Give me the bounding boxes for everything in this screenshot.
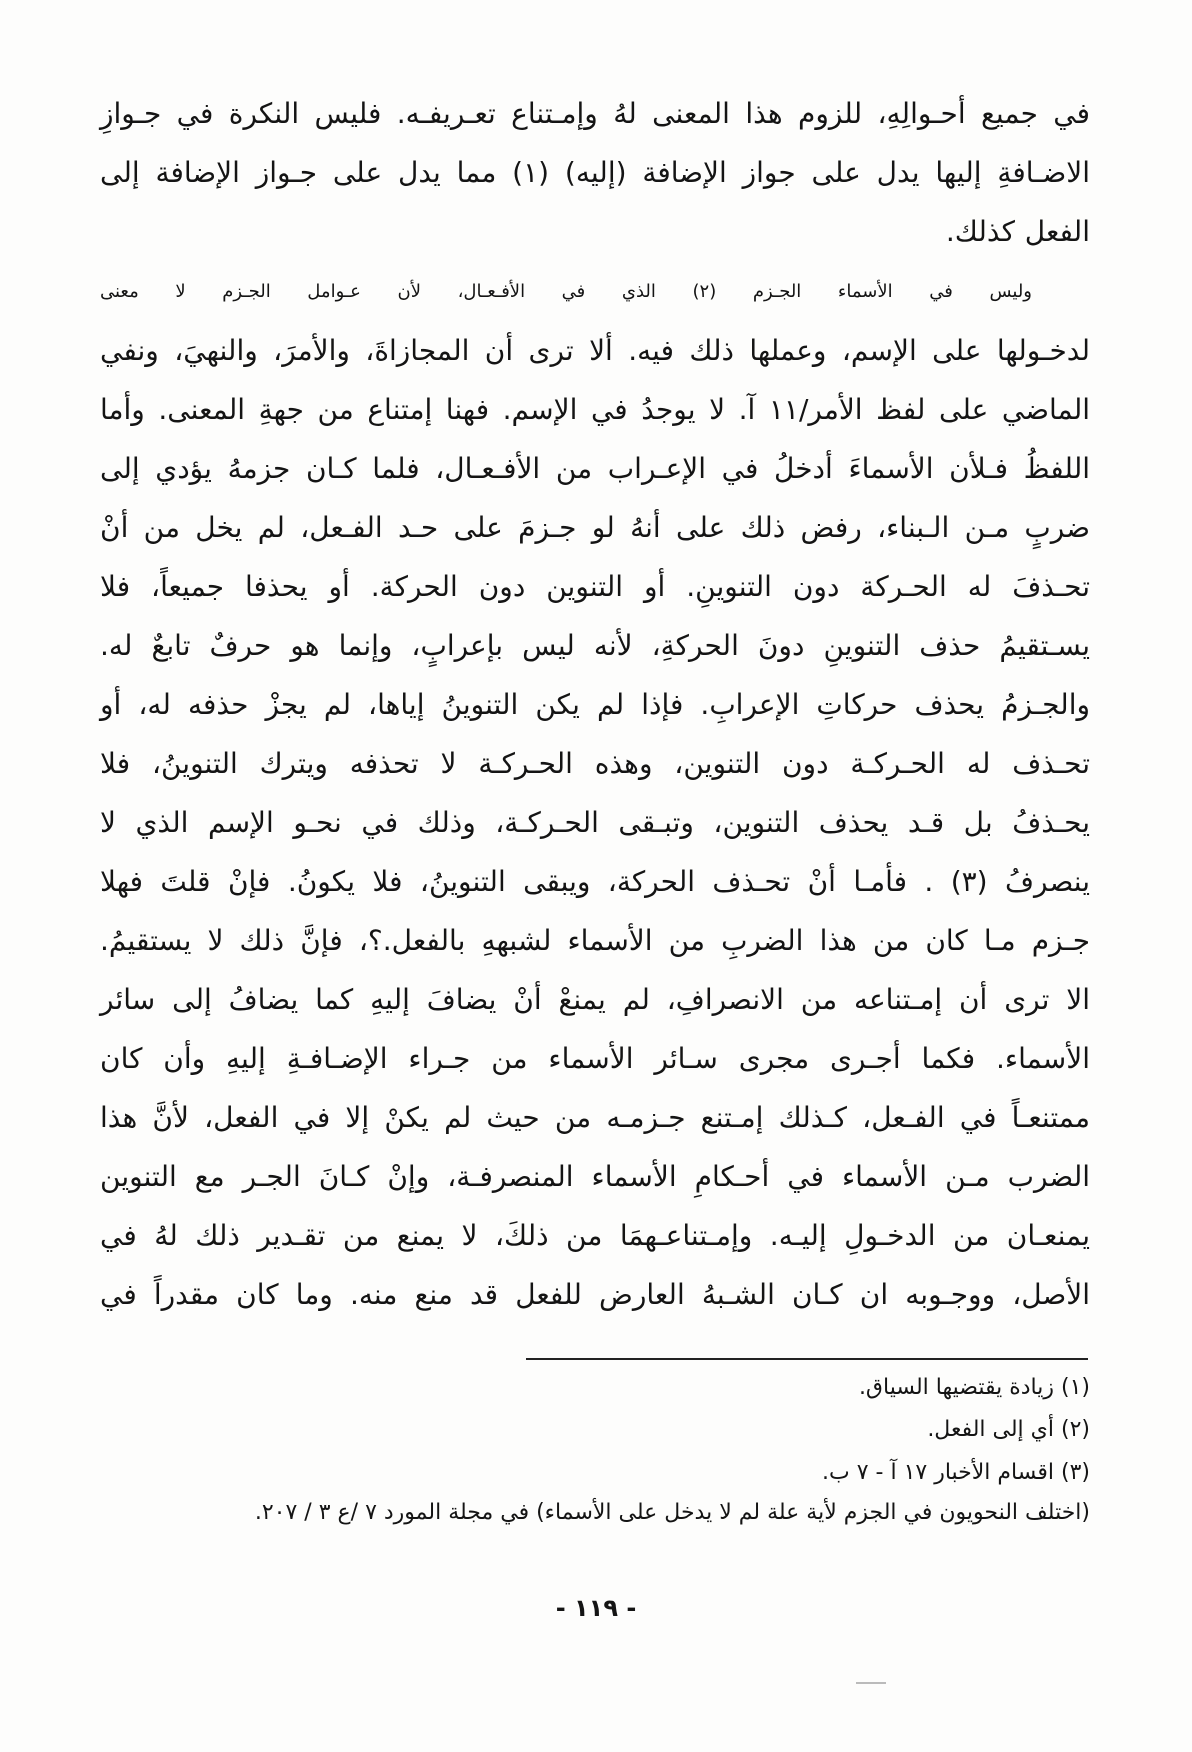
text-line: يمنعـان من الدخـولِ إليـه. وإمـتناعـهمَا من ذلكَ، لا يمنع من تقـدير ذلك لهُ في bbox=[100, 1219, 1090, 1252]
text-line: يحـذفُ بل قـد يحذف التنوين، وتبـقى الحـركـة، وذلك في نحـو الإسم الذي لا bbox=[100, 806, 1090, 839]
paragraph-2 bbox=[100, 262, 1090, 1324]
text-line: اللفظُ فـلأن الأسماءَ أدخلُ في الإعـراب من الأفـعـال، فلما كـان جزمهُ يؤدي إلى bbox=[100, 452, 1090, 485]
scan-artifact bbox=[856, 1682, 886, 1684]
text-line: جـزم مـا كان من هذا الضربِ من الأسماء لشبههِ بالفعل.؟، فإنَّ ذلك لا يستقيمُ. bbox=[100, 924, 1090, 957]
footnote-1: (١) زيادة يقتضيها السياق. bbox=[858, 1375, 1090, 1400]
paragraph-1 bbox=[100, 84, 1090, 261]
page-number: - ١١٩ - bbox=[555, 1594, 637, 1622]
text-line: الأسماء. فكما أجـرى مجرى سـائر الأسماء من جـراء الإضـافـةِ إليهِ وأن كان bbox=[100, 1042, 1090, 1075]
footnote-3-continuation: (اختلف النحويون في الجزم لأية علة لم لا يدخل على الأسماء) في مجلة المورد ٧ /ع ٣ / ٢٠٧. bbox=[254, 1500, 1090, 1525]
footnote-3: (٣) اقسام الأخبار ١٧ آ - ٧ ب. bbox=[822, 1460, 1090, 1485]
text-line: والجـزمُ يحذف حركاتِ الإعرابِ. فإذا لم يكن التنوينُ إياها، لم يجزْ حذفه له، أو bbox=[100, 688, 1090, 721]
text-line: الاضـافةِ إليها يدل على جواز الإضافة (إليه) (١) مما يدل على جـواز الإضافة إلى bbox=[100, 156, 1090, 189]
text-line: في جميع أحـوالِهِ، للزوم هذا المعنى لهُ وإمـتناع تعـريفـه. فليس النكرة في جـوازِ bbox=[100, 97, 1090, 130]
text-line: الضرب مـن الأسماء في أحـكامِ الأسماء المنصرفـة، وإنْ كـانَ الجـر مع التنوين bbox=[100, 1160, 1090, 1193]
text-line: الفعل كذلك. bbox=[945, 215, 1090, 248]
text-line: وليس في الأسماء الجـزم (٢) الذي في الأفـعـال، لأن عـوامل الجـزم لا معنى bbox=[100, 281, 1032, 302]
text-line: يسـتقيمُ حذف التنوينِ دونَ الحركةِ، لأنه ليس بإعرابٍ، وإنما هو حرفٌ تابعٌ له. bbox=[100, 629, 1090, 662]
text-line: ينصرفُ (٣) . فأمـا أنْ تحـذف الحركة، ويبقى التنوينُ، فلا يكونُ. فإنْ قلتَ فهلا bbox=[100, 865, 1090, 898]
footnote-divider bbox=[526, 1358, 1088, 1360]
text-line: لدخـولها على الإسم، وعملها ذلك فيه. ألا ترى أن المجازاةَ، والأمرَ، والنهيَ، ونفي bbox=[100, 334, 1090, 367]
footnote-2: (٢) أي إلى الفعل. bbox=[927, 1417, 1090, 1442]
text-line: ممتنعـاً في الفـعل، كـذلك إمـتنع جـزمـه من حيث لم يكنْ إلا في الفعل، لأنَّ هذا bbox=[100, 1101, 1090, 1134]
text-line: تحـذف له الحـركـة دون التنوين، وهذه الحـركـة لا تحذفه ويترك التنوينُ، فلا bbox=[100, 747, 1090, 780]
text-line: الأصل، ووجـوبه ان كـان الشـبهُ العارض للفعل قد منع منه. وما كان مقدراً في bbox=[100, 1278, 1090, 1311]
text-line: ضربٍ مـن الـبناء، رفض ذلك على أنهُ لو جـزمَ على حـد الفـعل، لم يخل من أنْ bbox=[100, 511, 1090, 544]
text-line: تحـذفَ له الحـركة دون التنوينِ. أو التنوين دون الحركة. أو يحذفا جميعاً، فلا bbox=[100, 570, 1090, 603]
text-line: الماضي على لفظ الأمر/١١ آ. لا يوجدُ في الإسم. فهنا إمتناع من جهةِ المعنى. وأما bbox=[100, 393, 1091, 426]
text-line: الا ترى أن إمـتناعه من الانصرافِ، لم يمنعْ أنْ يضافَ إليهِ كما يضافُ إلى سائر bbox=[100, 983, 1090, 1016]
